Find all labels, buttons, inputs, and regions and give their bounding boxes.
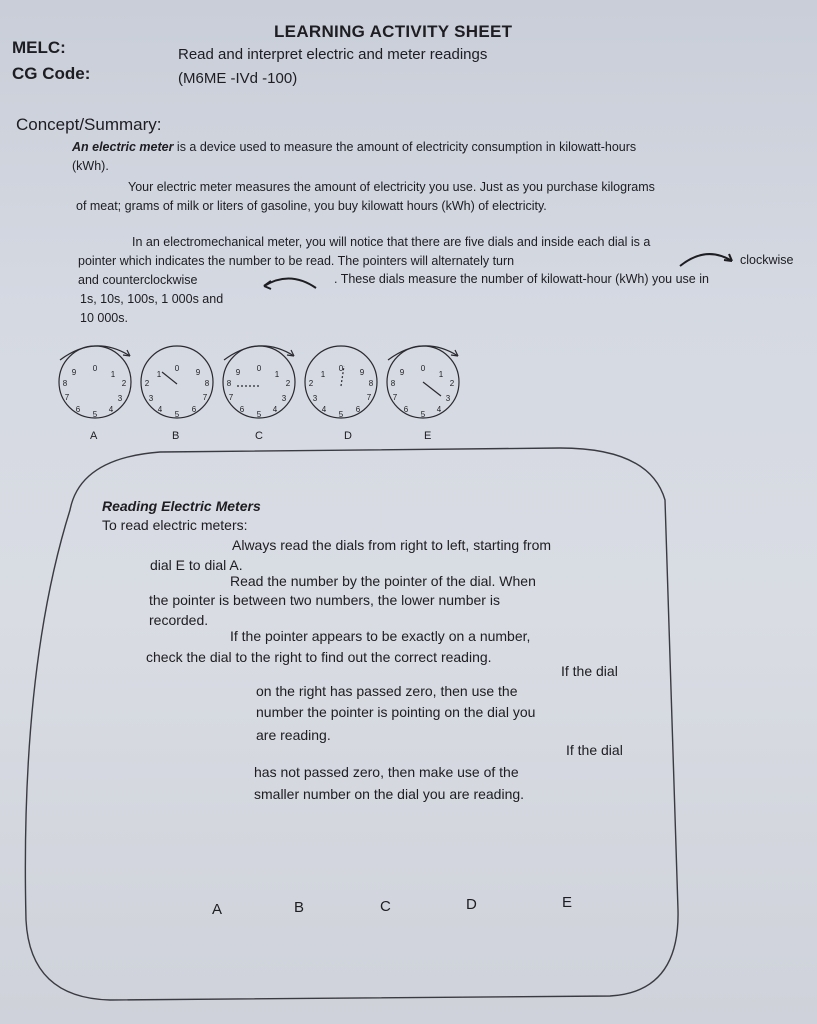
svg-text:8: 8 [368,379,374,388]
svg-text:7: 7 [366,393,372,402]
svg-text:6: 6 [239,405,245,414]
answer-letter-c: C [380,898,391,915]
concept-p3-line4: 1s, 10s, 100s, 1 000s and [80,292,224,306]
concept-paragraph-1 [72,138,636,157]
step2-line1: Read the number by the pointer of the dial. When [230,573,536,589]
dial-c [223,346,295,419]
svg-text:3: 3 [312,394,318,403]
svg-text:3: 3 [281,394,287,403]
answer-letter-d: D [466,896,477,913]
concept-p3-line3a: and counterclockwise [78,273,198,287]
svg-text:7: 7 [228,393,234,402]
svg-text:8: 8 [226,379,232,388]
step3-line2: check the dial to the right to find out the correct reading. [146,649,492,665]
concept-p3-line5: 10 000s. [80,311,128,325]
step5-line3: smaller number on the dial you are reading. [254,786,525,802]
answer-letter-a: A [212,901,223,918]
clockwise-arrow-icon [674,249,738,269]
svg-text:5: 5 [420,410,426,419]
step4-line3: number the pointer is pointing on the dial you [256,704,536,720]
svg-text:1: 1 [274,370,280,379]
svg-text:9: 9 [195,368,201,377]
step1-line1: Always read the dials from right to left, starting from [232,537,552,553]
svg-text:5: 5 [256,410,262,419]
dial-d [305,346,377,419]
svg-text:8: 8 [62,379,68,388]
concept-p2-line2: of meat; grams of milk or liters of gasoline, you buy kilowatt hours (kWh) of electricity. [76,199,547,213]
svg-text:4: 4 [108,405,114,414]
dial-label-a: A [90,430,98,442]
svg-text:3: 3 [148,394,154,403]
svg-text:9: 9 [399,368,405,377]
cg-code-label: CG Code: [12,64,91,83]
answer-letter-b: B [294,899,305,916]
svg-text:2: 2 [308,379,314,388]
cg-code-value: (M6ME -IVd -100) [178,70,298,87]
concept-heading: Concept/Summary: [16,115,162,134]
meter-dials-figure [50,342,480,426]
concept-p3-line3b: . These dials measure the number of kilowatt-hour (kWh) you use in [334,272,709,286]
step5-line1: If the dial [566,742,623,758]
svg-text:7: 7 [64,393,70,402]
svg-text:3: 3 [117,394,123,403]
svg-text:0: 0 [174,364,180,373]
sheet-title: LEARNING ACTIVITY SHEET [274,22,513,41]
reading-intro: To read electric meters: [102,517,248,533]
svg-text:4: 4 [157,405,163,414]
svg-text:6: 6 [355,405,361,414]
step2-line3: recorded. [149,612,209,628]
svg-text:2: 2 [285,379,291,388]
svg-text:8: 8 [390,379,396,388]
svg-text:0: 0 [256,364,262,373]
svg-text:8: 8 [204,379,210,388]
concept-p3-clockwise: clockwise [740,253,794,267]
svg-text:1: 1 [438,370,444,379]
svg-text:4: 4 [272,405,278,414]
svg-text:9: 9 [359,368,365,377]
step4-line2: on the right has passed zero, then use the [256,683,518,699]
svg-text:0: 0 [420,364,426,373]
svg-text:0: 0 [92,364,98,373]
dial-e [387,346,459,419]
svg-text:0: 0 [338,364,344,373]
svg-text:5: 5 [338,410,344,419]
svg-text:2: 2 [121,379,127,388]
step1-line2: dial E to dial A. [150,557,243,573]
step4-line4: are reading. [256,727,331,743]
svg-text:6: 6 [191,405,197,414]
svg-text:6: 6 [403,405,409,414]
dial-label-b: B [172,430,180,442]
dial-b [141,346,213,419]
dial-a [59,346,131,419]
dial-label-d: D [344,430,352,442]
step5-line2: has not passed zero, then make use of the [254,764,519,780]
step4-line1: If the dial [561,663,618,679]
svg-text:3: 3 [445,394,451,403]
concept-p3-line2a: pointer which indicates the number to be read. The pointers will alternately turn [78,254,515,268]
electric-meter-term: An electric meter [72,140,174,154]
svg-text:1: 1 [320,370,326,379]
svg-text:7: 7 [202,393,208,402]
svg-text:5: 5 [92,410,98,419]
svg-text:5: 5 [174,410,180,419]
svg-text:2: 2 [144,379,150,388]
step3-line1: If the pointer appears to be exactly on a number, [230,628,531,644]
concept-p1-text: is a device used to measure the amount of electricity consumption in kilowatt-hours [176,140,637,154]
concept-p2-line1: Your electric meter measures the amount of electricity you use. Just as you purchase kilograms [128,180,655,194]
melc-value: Read and interpret electric and meter readings [178,46,488,63]
dial-label-c: C [255,430,263,442]
answer-letter-e: E [562,894,573,911]
concept-p3-line1: In an electromechanical meter, you will notice that there are five dials and inside each dial is a [132,235,651,249]
step2-line2: the pointer is between two numbers, the lower number is [149,592,500,608]
svg-text:4: 4 [436,405,442,414]
svg-text:1: 1 [156,370,162,379]
svg-text:9: 9 [235,368,241,377]
reading-title: Reading Electric Meters [102,498,261,514]
dial-label-e: E [424,430,432,442]
concept-p1-line2: (kWh). [72,159,109,173]
svg-text:7: 7 [392,393,398,402]
svg-text:4: 4 [321,405,327,414]
melc-label: MELC: [12,38,66,57]
svg-text:2: 2 [449,379,455,388]
svg-text:9: 9 [71,368,77,377]
counterclockwise-arrow-icon [258,272,322,292]
svg-text:6: 6 [75,405,81,414]
svg-text:1: 1 [110,370,116,379]
